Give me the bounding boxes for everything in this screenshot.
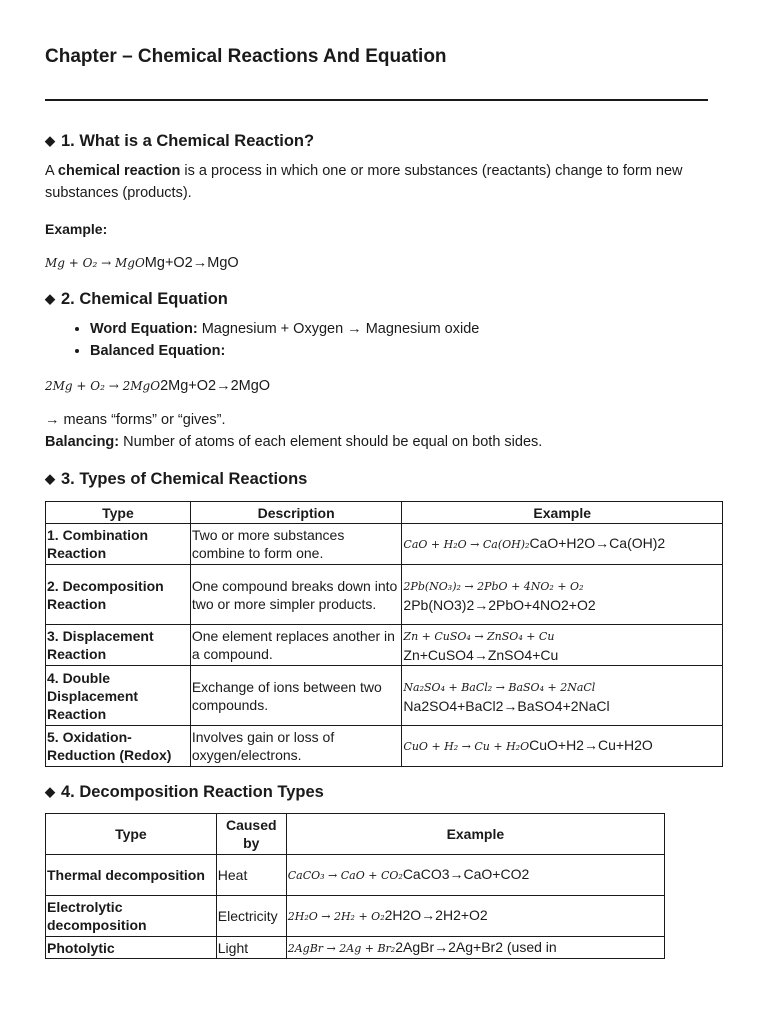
- example-math: 2AgBr → 2Ag + Br₂: [287, 941, 396, 955]
- example-label: Example:: [45, 221, 108, 237]
- reaction-type: 1. Combination Reaction: [46, 524, 191, 565]
- reaction-description: One compound breaks down into two or more simpler products.: [190, 565, 402, 625]
- example-equation: [45, 252, 239, 274]
- reaction-example: [402, 726, 723, 767]
- section-2-heading-text: 2. Chemical Equation: [61, 290, 228, 308]
- example-text: Zn+CuSO4→ZnSO4+Cu: [403, 647, 559, 663]
- balanced-equation-text: 2Mg+O2→2MgO: [160, 378, 271, 394]
- example-math: 2H₂O → 2H₂ + O₂: [287, 910, 385, 923]
- diamond-icon: ◆: [45, 133, 55, 148]
- column-header: Caused by: [216, 814, 286, 855]
- balanced-equation: [45, 375, 270, 397]
- list-item: [90, 318, 479, 340]
- arrow-note: → means “forms” or “gives”.: [45, 412, 226, 428]
- decomposition-type: Thermal decomposition: [46, 855, 217, 896]
- table-row: [46, 896, 665, 937]
- example-text: 2H2O→2H2+O2: [384, 907, 488, 923]
- title-divider: [45, 99, 708, 101]
- column-header: Example: [402, 502, 723, 524]
- column-header: Example: [286, 814, 664, 855]
- example-text: CuO+H2→Cu+H2O: [529, 737, 653, 753]
- example-text: CaO+H2O→Ca(OH)2: [529, 535, 666, 551]
- reaction-type: 3. Displacement Reaction: [46, 625, 191, 666]
- example-text: Na2SO4+BaCl2→BaSO4+2NaCl: [403, 697, 610, 714]
- reaction-type: 5. Oxidation-Reduction (Redox): [46, 726, 191, 767]
- bullet-text: Magnesium + Oxygen → Magnesium oxide: [197, 321, 480, 337]
- example-math: CuO + H₂ → Cu + H₂O: [403, 740, 530, 753]
- balancing-note: [45, 431, 542, 453]
- balancing-label: Balancing:: [45, 434, 120, 450]
- decomposition-type: Photolytic: [46, 937, 217, 959]
- table-row: [46, 625, 723, 666]
- definition-term: chemical reaction: [57, 163, 181, 179]
- table-row: [46, 937, 665, 959]
- reaction-type: 4. Double Displacement Reaction: [46, 666, 191, 726]
- reaction-description: Involves gain or loss of oxygen/electrons.: [190, 726, 402, 767]
- example-math: 2Pb(NO₃)₂ → 2PbO + 4NO₂ + O₂: [403, 579, 584, 593]
- example-math: CaO + H₂O → Ca(OH)₂: [403, 538, 530, 551]
- reaction-description: Exchange of ions between two compounds.: [190, 666, 402, 726]
- section-4-heading: [45, 783, 324, 802]
- example-math: Na₂SO₄ + BaCl₂ → BaSO₄ + 2NaCl: [403, 680, 596, 694]
- decomposition-example: [286, 855, 664, 896]
- balancing-text: Number of atoms of each element should be equal on both sides.: [119, 434, 543, 450]
- section-4-heading-text: 4. Decomposition Reaction Types: [61, 783, 324, 801]
- example-equation-text: Mg+O2→MgO: [144, 255, 239, 271]
- table-header-row: [46, 502, 723, 524]
- table-row: [46, 855, 665, 896]
- diamond-icon: ◆: [45, 471, 55, 486]
- example-text: CaCO3→CaO+CO2: [402, 866, 530, 882]
- table-row: [46, 666, 723, 726]
- list-item: [90, 340, 479, 362]
- decomposition-example: [286, 896, 664, 937]
- column-header: Type: [46, 502, 191, 524]
- table-header-row: [46, 814, 665, 855]
- reaction-example: [402, 524, 723, 565]
- decomposition-types-table: [45, 813, 665, 959]
- decomposition-cause: Heat: [216, 855, 286, 896]
- reaction-types-table: [45, 501, 723, 767]
- table-row: [46, 524, 723, 565]
- example-text: 2AgBr→2Ag+Br2 (used in: [395, 938, 557, 955]
- diamond-icon: ◆: [45, 291, 55, 306]
- decomposition-example: [286, 937, 664, 959]
- table-row: [46, 565, 723, 625]
- section-3-heading-text: 3. Types of Chemical Reactions: [61, 470, 308, 488]
- definition-text: is a process in which one or more substances (reactants) change to form new substances (products).: [45, 163, 683, 201]
- example-text: 2Pb(NO3)2→2PbO+4NO2+O2: [403, 596, 596, 613]
- example-math: Zn + CuSO₄ → ZnSO₄ + Cu: [403, 630, 555, 643]
- reaction-example: [402, 625, 723, 666]
- section-2-heading: [45, 290, 228, 309]
- balanced-equation-math: 2Mg + O₂ → 2MgO: [45, 379, 161, 393]
- reaction-example: [402, 666, 723, 726]
- table-row: [46, 726, 723, 767]
- column-header: Type: [46, 814, 217, 855]
- section-3-heading: [45, 470, 307, 489]
- equation-bullets: [45, 318, 479, 362]
- section-1-definition: [45, 160, 713, 204]
- reaction-description: Two or more substances combine to form one.: [190, 524, 402, 565]
- reaction-type: 2. Decomposition Reaction: [46, 565, 191, 625]
- section-1-heading-text: 1. What is a Chemical Reaction?: [61, 132, 315, 150]
- page-title: Chapter – Chemical Reactions And Equation: [45, 46, 447, 67]
- decomposition-cause: Electricity: [216, 896, 286, 937]
- section-1-heading: [45, 132, 314, 151]
- bullet-label: Word Equation:: [90, 321, 198, 337]
- decomposition-type: Electrolytic decomposition: [46, 896, 217, 937]
- diamond-icon: ◆: [45, 784, 55, 799]
- bullet-label: Balanced Equation:: [90, 343, 226, 359]
- reaction-example: [402, 565, 723, 625]
- decomposition-cause: Light: [216, 937, 286, 959]
- definition-prefix: A: [45, 163, 58, 179]
- reaction-description: One element replaces another in a compound.: [190, 625, 402, 666]
- column-header: Description: [190, 502, 402, 524]
- example-equation-math: Mg + O₂ → MgO: [45, 256, 145, 270]
- example-math: CaCO₃ → CaO + CO₂: [287, 869, 403, 882]
